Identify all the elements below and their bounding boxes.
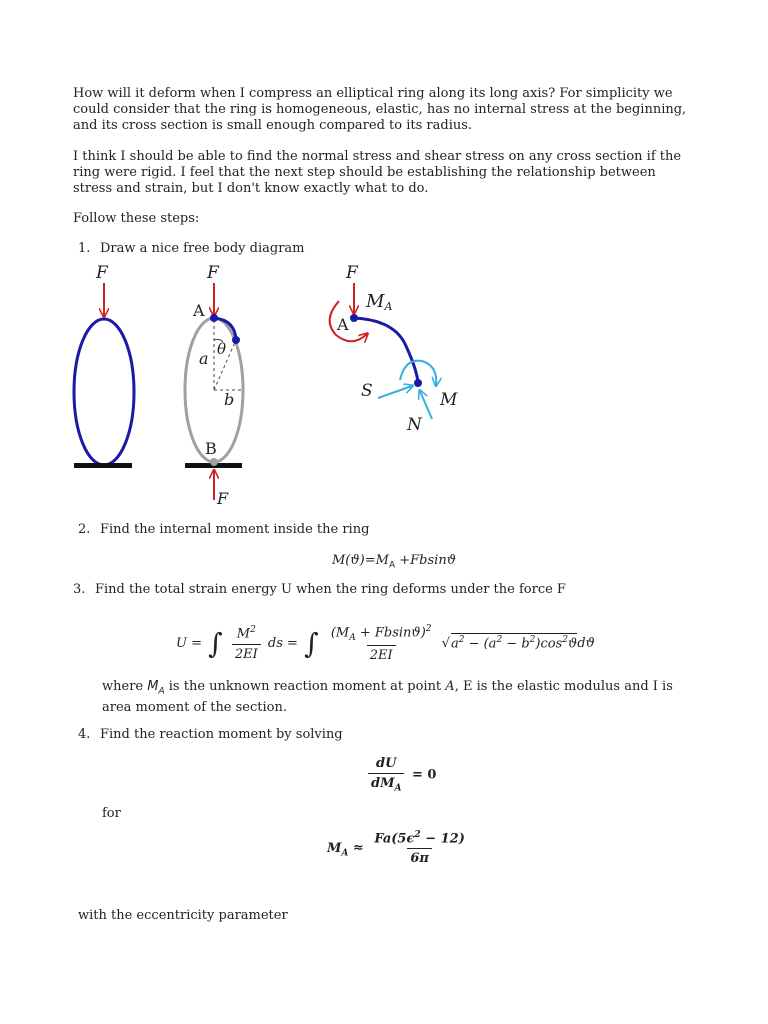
- step-text: Find the reaction moment by solving: [100, 727, 343, 742]
- point-a-label: A: [337, 315, 349, 334]
- sqrt-sign: √: [441, 635, 450, 651]
- where-explanation: where $M_A$ is the unknown reaction moment at point A, E is the elastic modulus and I is area moment of the section.: [102, 679, 673, 715]
- shear-label: S: [361, 381, 373, 401]
- for-text: for: [102, 806, 121, 821]
- ring-segment: [354, 318, 418, 383]
- figure-full-ring: [74, 263, 134, 468]
- force-label: F: [96, 263, 108, 283]
- internal-moment-label: M: [440, 390, 458, 410]
- integral-sign: ∫: [304, 626, 319, 660]
- semi-axis-a-label: a: [199, 349, 209, 368]
- point-a-dot: [350, 314, 358, 322]
- sqrt-argument: $a^2 - (a^2 - b^2)\cos^2ϑ$: [450, 634, 578, 651]
- ground-support: [74, 463, 132, 468]
- step-number: 2.: [78, 522, 91, 537]
- step-2: [78, 522, 369, 538]
- strain-energy-equation: U = ∫ $\frac{M^2}{2EI}$ ds = ∫ $\frac{(M_A + Fbsinϑ)^2}{2EI}$ $√a^2 - (a^2 - b^2)\cos^2ϑdϑ$: [176, 624, 595, 663]
- normal-label: N: [407, 415, 422, 435]
- fraction-result: $\frac{Fa(5\epsilon^2 - 12)}{6\pi}$: [374, 830, 465, 867]
- step-text: Draw a nice free body diagram: [100, 241, 305, 256]
- intro-paragraph-attempt: I think I should be able to find the normal stress and shear stress on any cross section if the ring were rigid. I feel that the next step should be establishing the relationship between stress and strain, but I don't know exactly what to do.: [73, 149, 682, 196]
- step-text: Find the total strain energy U when the ring deforms under the force F: [95, 582, 566, 597]
- final-line: with the eccentricity parameter: [78, 908, 288, 923]
- moment-a-label: MA: [366, 291, 393, 313]
- step-number: 1.: [78, 241, 91, 256]
- force-label: F: [346, 263, 358, 283]
- fraction-moment-squared: $\frac{(M_A + Fbsinϑ)^2}{2EI}$: [330, 624, 432, 663]
- internal-moment-equation: $M(ϑ)=M_A +Fbsinϑ$: [332, 553, 456, 571]
- point-a-label: A: [193, 301, 205, 320]
- figure-half-ring: [185, 263, 243, 508]
- intro-paragraph-question: How will it deform when I compress an elliptical ring along its long axis? For simplicity we could consider that the ring is homogeneous, elastic, has no internal stress at the beginning, and its cross section is small enough compared to its radius.: [73, 86, 687, 133]
- fraction-du-dma: $\frac{dU}{dM_A}$: [368, 756, 404, 794]
- step-3: [73, 582, 566, 598]
- force-label: F: [207, 263, 219, 283]
- integral-sign: ∫: [208, 626, 223, 660]
- intro-paragraph-steps: Follow these steps:: [73, 211, 200, 226]
- minimization-equation: $\frac{dU}{dM_A}$ = 0: [365, 756, 436, 794]
- cut-section-dot: [414, 379, 422, 387]
- semi-axis-b-label: b: [224, 390, 235, 409]
- reaction-force-label: F: [217, 489, 229, 508]
- free-body-diagram: [60, 258, 500, 513]
- step-4: [78, 727, 343, 743]
- point-b-label: B: [205, 439, 217, 458]
- fraction-m2-2ei: $\frac{M^2}{2EI}$: [232, 625, 261, 661]
- step-text: Find the internal moment inside the ring: [100, 522, 370, 537]
- elliptical-ring: [74, 319, 134, 465]
- point-b-dot: [210, 458, 218, 466]
- theta-label: θ: [217, 340, 227, 358]
- shear-force-arrow: [378, 386, 412, 398]
- step-1: [78, 241, 305, 257]
- figure-cut-segment: [330, 263, 458, 435]
- step-number: 4.: [78, 727, 91, 742]
- reaction-moment-result: $M_A$ ≈ $\frac{Fa(5\epsilon^2 - 12)}{6\pi}$: [327, 830, 471, 866]
- step-number: 3.: [73, 582, 86, 597]
